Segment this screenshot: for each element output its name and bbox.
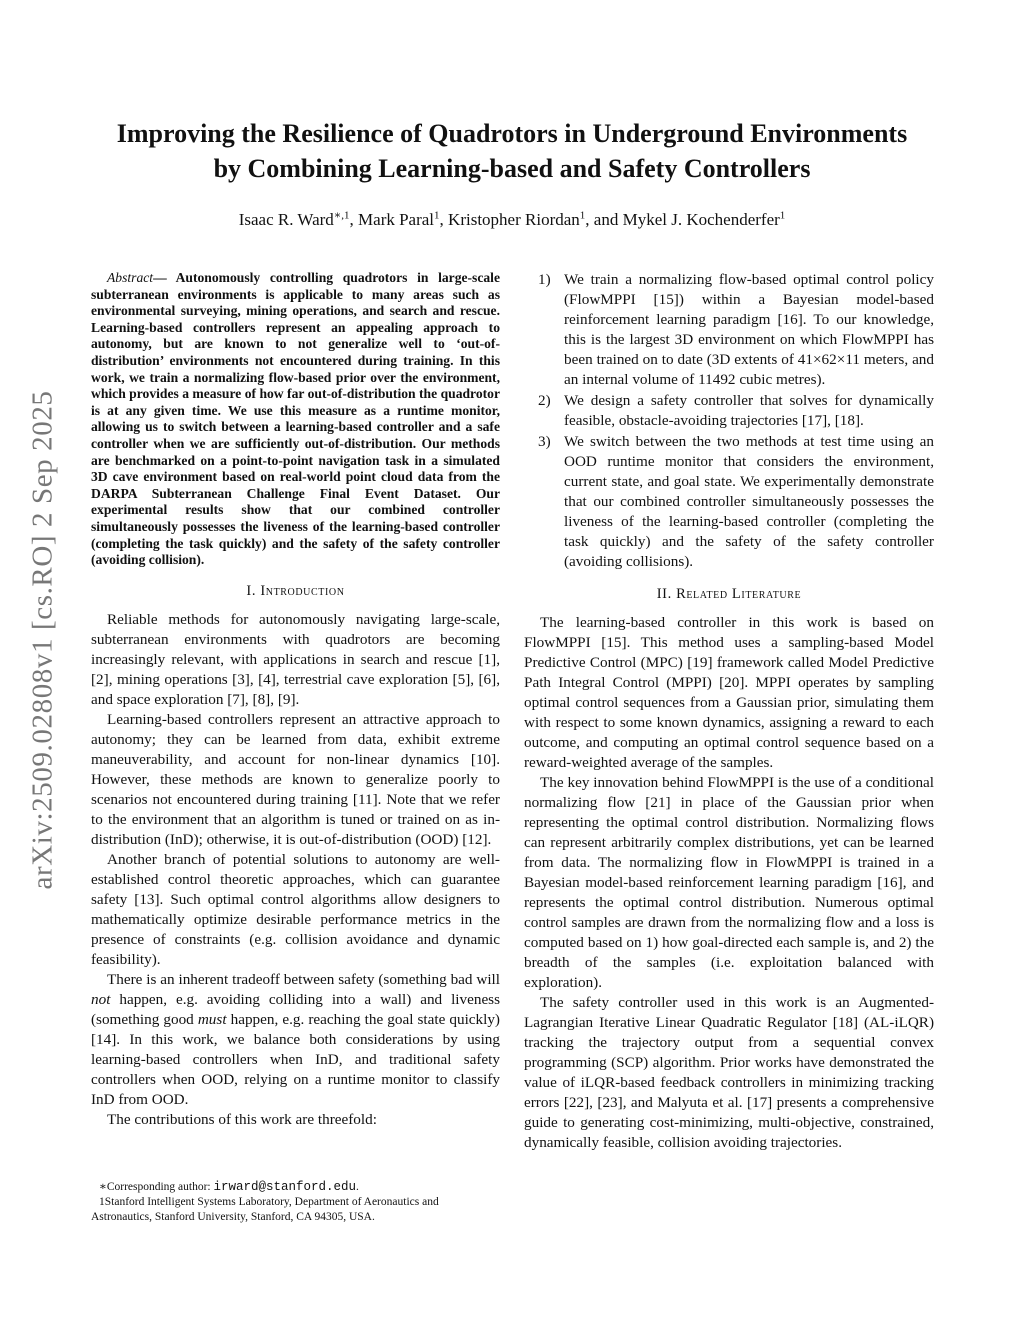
contribution-item: 2) We design a safety controller that solves for dynamically feasible, obstacle-avoiding trajectories [17], [18]. [538,392,934,429]
footnote-corresponding-author: ∗Corresponding author: irward@stanford.edu. [99,1180,359,1194]
abstract [91,270,500,569]
related-paragraph-3: The safety controller used in this work is an Augmented-Lagrangian Iterative Linear Quadratic Regulator [18] (AL-iLQR) tracking the trajectory output from a sequential convex programming (SCP) algorithm. Prior works have demonstrated the value of iLQR-based feedback controllers in minimizing tracking errors [22], [23], and Malyuta et al. [17] presents a comprehensive guide to generating cost-minimizing, multi-objective, constrained, dynamically feasible, collision avoiding trajectories. [524,994,934,1151]
contributions-list [524,270,934,572]
abstract-text: — Autonomously controlling quadrotors in large-scale subterranean environments is applicable to many areas such as environmental surveying, mining operations, and search and rescue. Learning-based controllers represent an appealing approach to autonomy, but are known to not generalize well to ‘out-of-distribution’ environments not encountered during training. In this work, we train a normalizing flow-based prior over the environment, which provides a measure of how far out-of-distribution the quadrotor is at any given time. We use this measure as a runtime monitor, allowing us to switch between a learning-based controller and a safe controller when we are sufficiently out-of-distribution. Our methods are benchmarked on a point-to-point navigation task in a simulated 3D cave environment based on real-world point cloud data from the DARPA Subterranean Challenge Final Event Dataset. Our experimental results show that our combined controller simultaneously possesses the liveness of the learning-based controller (completing the task quickly) and the safety of the safety controller (avoiding collision). [91,270,500,568]
intro-paragraph-2: Learning-based controllers represent an attractive approach to autonomy; they can be learned from data, exhibit extreme maneuverability, and account for non-linear dynamics [10]. However, these methods are known to generalize poorly to scenarios not encountered during training [11]. Note that we refer to the environment that an algorithm is tuned or trained on as in-distribution (InD); otherwise, it is out-of-distribution (OOD) [12]. [91,710,500,848]
author-list [60,208,964,230]
abstract-label: Abstract [107,270,154,285]
footnotes [91,1180,500,1225]
contribution-item: 1) We train a normalizing flow-based optimal control policy (FlowMPPI [15]) within a Bayesian model-based reinforcement learning paradigm [16]. To our knowledge, this is the largest 3D environment on which FlowMPPI has been trained on to date (3D extents of 41×62×11 meters, and an internal volume of 11492 cubic metres). [538,271,934,388]
related-paragraph-1: The learning-based controller in this work is based on FlowMPPI [15]. This method uses a sampling-based Model Predictive Control (MPC) [19] framework called Model Predictive Path Integral Control (MPPI) [20]. MPPI operates by sampling optimal control sequences from a Gaussian prior, simulating them with respect to some known dynamics, assigning a reward to each outcome, and computing an optimal control sequence based on a reward-weighted average of the samples. [524,614,934,771]
contribution-item: 3) We switch between the two methods at test time using an OOD runtime monitor that considers the environment, current state, and goal state. We experimentally demonstrate that our combined controller simultaneously possesses the liveness of the learning-based controller (completing the task quickly) and the safety of the safety controller (avoiding collisions). [538,433,934,570]
related-paragraph-2: The key innovation behind FlowMPPI is the use of a conditional normalizing flow [21] in place of the Gaussian prior when representing the optimal control distribution. Normalizing flows can represent arbitrarily complex distributions, yet can be learned from data. The normalizing flow in FlowMPPI is trained in a Bayesian model-based reinforcement learning paradigm [16], and represents the optimal control distribution. Numerous optimal control samples are drawn from the normalizing flow and a loss is computed based on 1) how goal-directed each sample is, and 2) the breadth of the samples (i.e. exploitation balanced with exploration). [524,774,934,991]
section-heading-introduction: I. Introduction [246,582,345,599]
paper-title [60,116,964,186]
author-3: Kristopher Riordan$^1$, and [448,209,623,229]
title-line-1: Improving the Resilience of Quadrotors in Underground Environments [116,119,908,148]
title-line-2: by Combining Learning-based and Safety Controllers [213,154,811,183]
intro-paragraph-1: Reliable methods for autonomously navigating large-scale, subterranean environments with quadrotors are becoming increasingly relevant, with applications in search and rescue [1], [2], mining operations [3], [4], terrestrial cave exploration [5], [6], and space exploration [7], [8], [9]. [91,610,500,708]
section-heading-related-literature: II. Related Literature [656,586,802,602]
arxiv-identifier: arXiv:2509.02808v1 [cs.RO] 2 Sep 2025 [26,390,59,890]
author-4: Mykel J. Kochenderfer$^1$ [622,209,786,229]
intro-paragraph-3: Another branch of potential solutions to autonomy are well-established control theoretic approaches, which can guarantee safety [13]. Such optimal control algorithms allow designers to mathematically optimize desirable performance metrics in the presence of constraints (e.g. collision avoidance and dynamic feasibility). [91,850,500,968]
left-column [91,270,500,1130]
author-email: irward@stanford.edu [213,1180,357,1194]
right-column [524,270,934,1153]
intro-paragraph-5: The contributions of this work are threefold: [107,1110,377,1128]
intro-paragraph-4: There is an inherent tradeoff between safety (something bad will not happen, e.g. avoiding colliding into a wall) and liveness (something good must happen, e.g. reaching the goal state quickly) [14]. In this work, we balance both considerations by using learning-based controllers when InD, and traditional safety controllers when OOD, relying on a runtime monitor to classify InD from OOD. [91,970,500,1108]
author-2: Mark Paral$^1$, [358,209,449,229]
author-1: Isaac R. Ward$^{∗,1}$, [238,209,359,229]
footnote-affiliation: 1Stanford Intelligent Systems Laboratory, Department of Aeronautics and Astronautics, Stanford University, Stanford, CA 94305, USA. [91,1196,439,1223]
